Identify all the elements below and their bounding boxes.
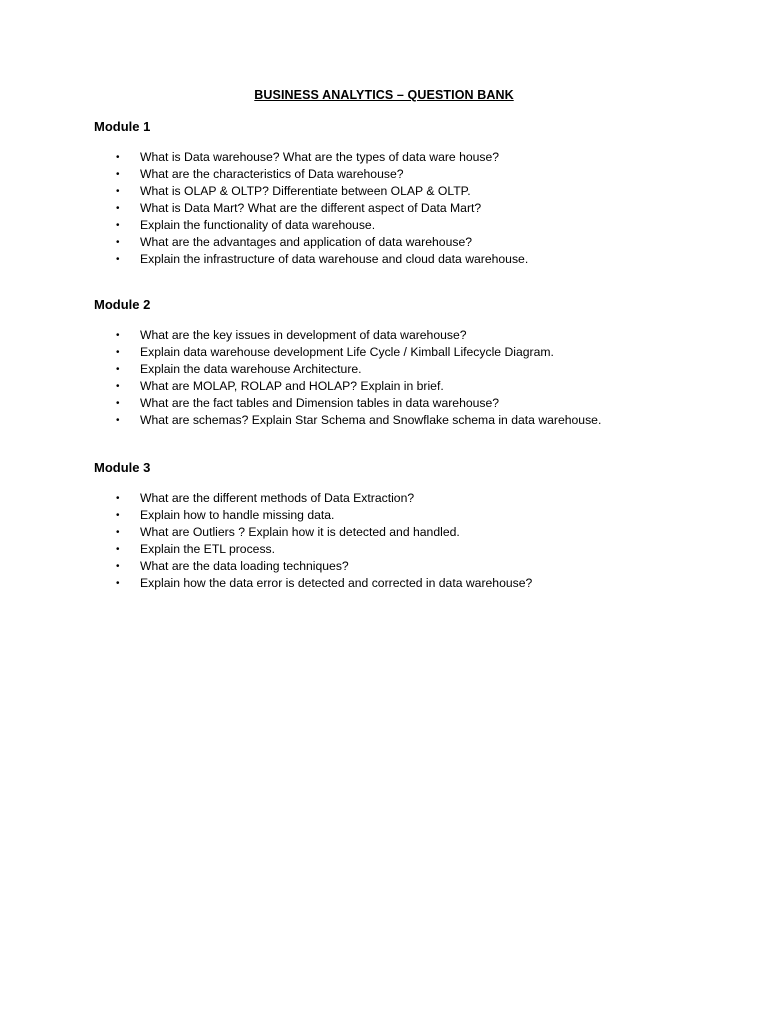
question-item xyxy=(94,234,714,251)
question-item xyxy=(94,541,714,558)
question-item xyxy=(94,507,714,524)
question-item xyxy=(94,344,714,361)
bullet-icon: • xyxy=(116,169,120,180)
question-text: What are the characteristics of Data warehouse? xyxy=(140,167,404,181)
question-item xyxy=(94,395,714,412)
module-heading: Module 1 xyxy=(94,119,151,134)
question-list xyxy=(94,327,714,429)
bullet-icon: • xyxy=(116,381,120,392)
question-item xyxy=(94,558,714,575)
bullet-icon: • xyxy=(116,347,120,358)
question-list xyxy=(94,149,714,268)
question-item xyxy=(94,361,714,378)
question-item xyxy=(94,166,714,183)
module-heading: Module 3 xyxy=(94,460,151,475)
question-item xyxy=(94,183,714,200)
question-text: Explain the ETL process. xyxy=(140,542,276,556)
bullet-icon: • xyxy=(116,220,120,231)
question-text: What are Outliers ? Explain how it is detected and handled. xyxy=(140,525,460,539)
question-text: What are the data loading techniques? xyxy=(140,559,349,573)
question-text: Explain the data warehouse Architecture. xyxy=(140,362,362,376)
question-item xyxy=(94,149,714,166)
question-text: Explain the functionality of data warehouse. xyxy=(140,218,376,232)
document-title: BUSINESS ANALYTICS – QUESTION BANK xyxy=(254,88,514,102)
bullet-icon: • xyxy=(116,527,120,538)
question-text: What is Data warehouse? What are the types of data ware house? xyxy=(140,150,500,164)
question-text: Explain data warehouse development Life Cycle / Kimball Lifecycle Diagram. xyxy=(140,345,554,359)
question-text: What is OLAP & OLTP? Differentiate between OLAP & OLTP. xyxy=(140,184,471,198)
question-text: What are the different methods of Data Extraction? xyxy=(140,491,415,505)
question-text: What are MOLAP, ROLAP and HOLAP? Explain in brief. xyxy=(140,379,444,393)
question-text: What are the key issues in development of data warehouse? xyxy=(140,328,467,342)
question-text: What are schemas? Explain Star Schema and Snowflake schema in data warehouse. xyxy=(140,413,602,427)
bullet-icon: • xyxy=(116,544,120,555)
question-item xyxy=(94,327,714,344)
bullet-icon: • xyxy=(116,330,120,341)
question-item xyxy=(94,217,714,234)
bullet-icon: • xyxy=(116,398,120,409)
bullet-icon: • xyxy=(116,237,120,248)
question-text: Explain how to handle missing data. xyxy=(140,508,335,522)
question-text: What are the advantages and application of data warehouse? xyxy=(140,235,473,249)
bullet-icon: • xyxy=(116,561,120,572)
question-text: What is Data Mart? What are the different aspect of Data Mart? xyxy=(140,201,482,215)
question-item xyxy=(94,378,714,395)
bullet-icon: • xyxy=(116,254,120,265)
question-item xyxy=(94,251,714,268)
bullet-icon: • xyxy=(116,578,120,589)
question-text: What are the fact tables and Dimension tables in data warehouse? xyxy=(140,396,500,410)
question-text: Explain how the data error is detected and corrected in data warehouse? xyxy=(140,576,533,590)
bullet-icon: • xyxy=(116,186,120,197)
bullet-icon: • xyxy=(116,493,120,504)
module-section xyxy=(94,459,714,592)
bullet-icon: • xyxy=(116,364,120,375)
question-item xyxy=(94,524,714,541)
question-item xyxy=(94,412,714,429)
question-item xyxy=(94,200,714,217)
bullet-icon: • xyxy=(116,510,120,521)
bullet-icon: • xyxy=(116,152,120,163)
module-section xyxy=(94,296,714,429)
question-item xyxy=(94,490,714,507)
question-text: Explain the infrastructure of data warehouse and cloud data warehouse. xyxy=(140,252,529,266)
module-section xyxy=(94,118,714,268)
bullet-icon: • xyxy=(116,415,120,426)
question-item xyxy=(94,575,714,592)
module-heading: Module 2 xyxy=(94,297,151,312)
question-list xyxy=(94,490,714,592)
bullet-icon: • xyxy=(116,203,120,214)
